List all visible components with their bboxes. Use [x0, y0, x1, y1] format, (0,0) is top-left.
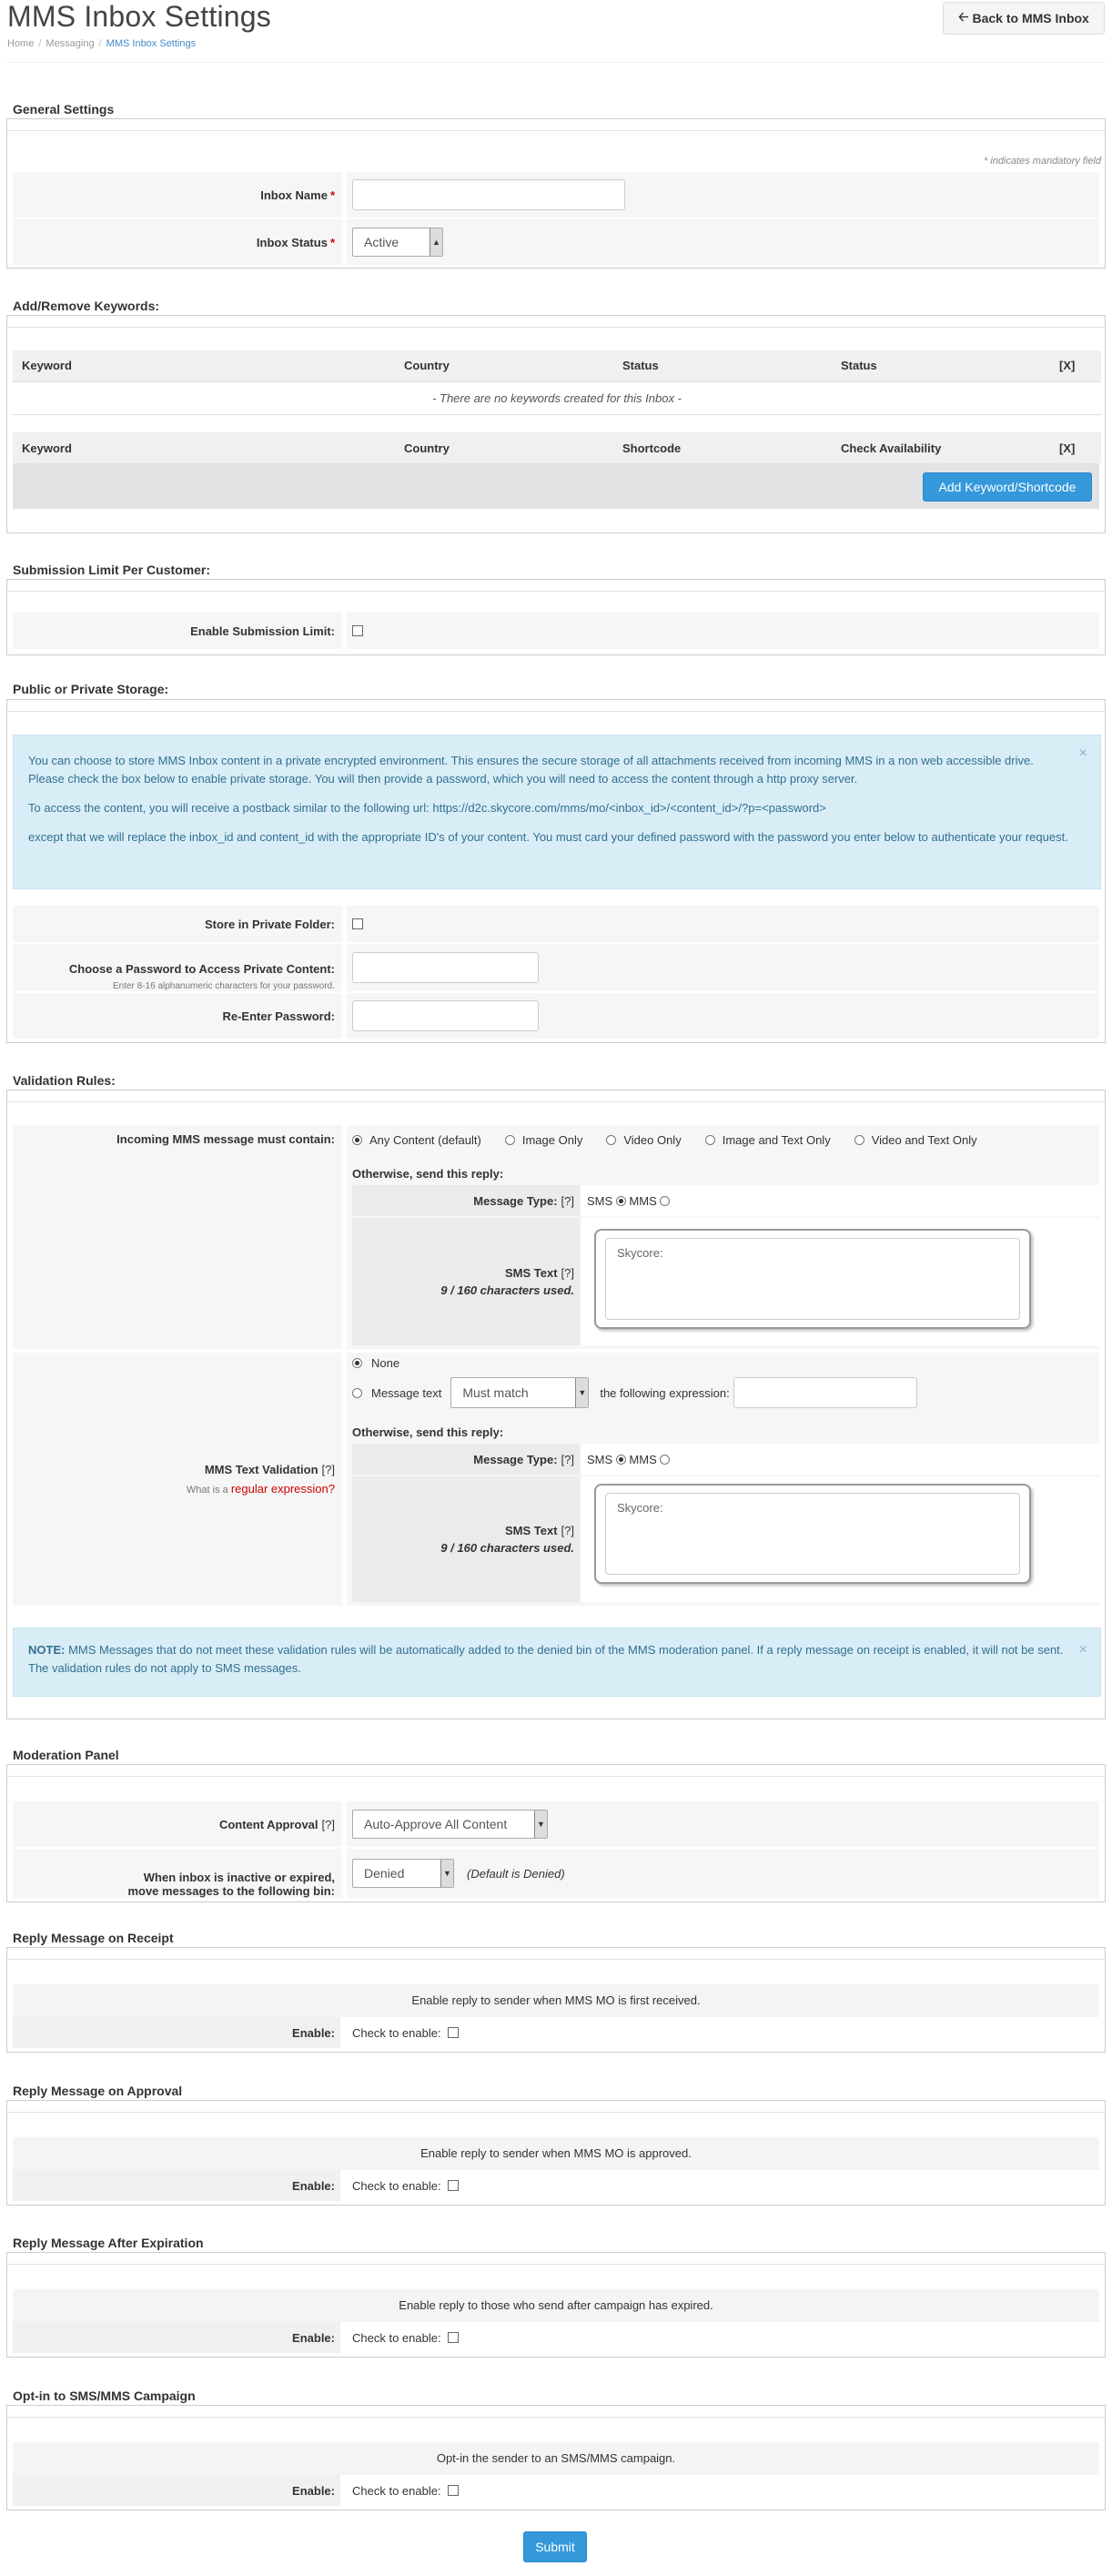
reply-receipt-checkbox[interactable]	[448, 2027, 459, 2038]
optin-enable-row: Enable: Check to enable:	[13, 2475, 1099, 2506]
back-to-inbox-button[interactable]	[943, 2, 1105, 35]
col-check-availability: Check Availability	[832, 432, 1050, 463]
sms-text-container-2	[581, 1476, 1099, 1602]
page-title: MMS Inbox Settings	[7, 0, 271, 33]
inactive-bin-select[interactable]: Denied ▼	[352, 1859, 454, 1888]
storage-info-p1: You can choose to store MMS Inbox content in a private encrypted environment. This ensures the secure storage of all attachments received from incoming MMS in a non web accessible drive. Please check the box below to enable private storage. You will then provide a password, which you will need to access the content through a http proxy server.	[28, 754, 1034, 786]
arrow-left-icon: 🡠	[958, 9, 969, 24]
storage-title: Public or Private Storage:	[13, 682, 169, 696]
must-contain-label: Incoming MMS message must contain:	[116, 1132, 335, 1146]
chevron-down-icon: ▼	[575, 1378, 588, 1407]
col-country-new: Country	[395, 432, 613, 463]
keywords-empty-message: - There are no keywords created for this Inbox -	[13, 381, 1101, 414]
reply-approval-enable-label: Enable:	[13, 2170, 340, 2201]
reenter-password-input[interactable]	[352, 1000, 539, 1031]
content-options: Any Content (default) Image Only Video Only Image and Text Only Video and Text Only	[352, 1131, 1099, 1149]
password-hint: Enter 8-16 alphanumeric characters for your password.	[112, 981, 335, 991]
optin-description: Opt-in the sender to an SMS/MMS campaign.	[13, 2442, 1099, 2475]
inactive-label-2: move messages to the following bin:	[127, 1884, 335, 1898]
enable-submission-row	[13, 613, 1099, 649]
message-type-label-2: Message Type: [?]	[352, 1444, 580, 1475]
private-folder-row	[13, 906, 1099, 942]
moderation-title: Moderation Panel	[13, 1748, 119, 1762]
reply-receipt-enable-row: Enable: Check to enable:	[13, 2017, 1099, 2048]
private-folder-label: Store in Private Folder:	[204, 917, 335, 931]
col-country: Country	[395, 350, 613, 381]
inbox-name-label: Inbox Name	[260, 188, 328, 202]
col-remove: [X]	[1050, 350, 1101, 381]
sms-text-label-block-2: SMS Text [?] 9 / 160 characters used.	[352, 1476, 580, 1602]
content-rule-row	[13, 1125, 1099, 1349]
radio-mms-2[interactable]	[660, 1455, 670, 1465]
text-validation-row: MMS Text Validation [?] What is a regular expression? None Message text Must match ▼ the following expression: Otherwise, send this reply: Message Type: [?] SMS MMS SMS Text [?] 9 / 160 characters used. Skycore:	[13, 1353, 1099, 1606]
keywords-table	[13, 350, 1101, 415]
storage-info-p3: except that we will replace the inbox_id and content_id with the appropriate ID's of your content. You must card your defined password with the password you enter below to authenticate your request.	[28, 830, 1068, 844]
radio-video-text[interactable]	[854, 1135, 864, 1145]
close-icon[interactable]: ×	[1078, 745, 1087, 761]
new-keyword-table	[13, 432, 1101, 463]
password-label: Choose a Password to Access Private Content:	[68, 962, 335, 976]
chevron-down-icon: ▼	[440, 1860, 453, 1887]
message-type-options: SMS MMS	[581, 1185, 1099, 1216]
moderation-section	[6, 1764, 1106, 1902]
expression-input[interactable]	[733, 1377, 917, 1408]
reply-approval-description: Enable reply to sender when MMS MO is approved.	[13, 2137, 1099, 2170]
inbox-status-label: Inbox Status	[256, 235, 328, 249]
breadcrumb-messaging[interactable]: Messaging	[45, 38, 95, 49]
inbox-name-row: Inbox Name *	[13, 172, 1099, 218]
col-status-2: Status	[832, 350, 1050, 381]
otherwise-label: Otherwise, send this reply:	[352, 1167, 504, 1181]
optin-checkbox[interactable]	[448, 2485, 459, 2496]
storage-info-alert	[13, 735, 1101, 889]
inbox-status-row: Inbox Status * Active ▲	[13, 219, 1099, 265]
message-type-options-2: SMS MMS	[581, 1444, 1099, 1475]
radio-sms[interactable]	[616, 1196, 626, 1206]
breadcrumb: Home / Messaging / MMS Inbox Settings	[7, 38, 197, 49]
content-approval-row: Content Approval [?] Auto-Approve All Content ▼	[13, 1801, 1099, 1847]
reply-receipt-section	[6, 1947, 1106, 2053]
radio-message-text[interactable]	[352, 1388, 362, 1398]
validation-note-alert: × NOTE: MMS Messages that do not meet these validation rules will be automatically added to the denied bin of the MMS moderation panel. If a reply message on receipt is enabled, it will not be sent. The validation rules do not apply to SMS messages.	[13, 1628, 1101, 1697]
chevron-down-icon: ▼	[534, 1810, 547, 1838]
otherwise-label-2: Otherwise, send this reply:	[352, 1425, 504, 1439]
mandatory-note: * indicates mandatory field	[983, 156, 1101, 167]
col-shortcode: Shortcode	[613, 432, 832, 463]
add-keyword-button[interactable]: Add Keyword/Shortcode	[923, 472, 1092, 502]
reply-expiration-enable-label: Enable:	[13, 2322, 340, 2353]
sms-text-input[interactable]: Skycore:	[605, 1238, 1020, 1320]
reply-expiration-title: Reply Message After Expiration	[13, 2236, 204, 2250]
radio-any-content[interactable]	[352, 1135, 362, 1145]
general-settings-title: General Settings	[13, 102, 115, 117]
radio-image-only[interactable]	[505, 1135, 515, 1145]
inactive-label-1: When inbox is inactive or expired,	[143, 1871, 335, 1884]
content-approval-label: Content Approval	[218, 1817, 318, 1831]
col-status: Status	[613, 350, 832, 381]
storage-section	[6, 699, 1106, 1043]
radio-none[interactable]	[352, 1358, 362, 1368]
submission-limit-section	[6, 579, 1106, 655]
chevron-down-icon: ▲	[430, 228, 442, 256]
col-remove-new: [X]	[1050, 432, 1101, 463]
enable-submission-label: Enable Submission Limit:	[190, 624, 335, 638]
submit-button[interactable]: Submit	[523, 2531, 587, 2562]
validation-note-text: MMS Messages that do not meet these validation rules will be automatically added to the denied bin of the MMS moderation panel. If a reply message on receipt is enabled, it will not be sent. The validation rules do not apply to SMS messages.	[28, 1643, 1064, 1675]
optin-section	[6, 2405, 1106, 2510]
radio-image-text[interactable]	[705, 1135, 715, 1145]
inbox-name-input[interactable]	[352, 179, 625, 210]
reply-approval-title: Reply Message on Approval	[13, 2084, 183, 2098]
reenter-password-label: Re-Enter Password:	[222, 1009, 335, 1023]
keywords-title: Add/Remove Keywords:	[13, 299, 160, 313]
inactive-bin-row	[13, 1849, 1099, 1898]
reply-approval-enable-row: Enable: Check to enable:	[13, 2170, 1099, 2201]
breadcrumb-home[interactable]: Home	[7, 38, 35, 49]
password-row	[13, 944, 1099, 991]
text-validation-label: MMS Text Validation	[204, 1463, 318, 1476]
enable-submission-checkbox[interactable]	[352, 625, 363, 636]
header-divider	[7, 62, 1105, 63]
col-keyword-new: Keyword	[13, 432, 395, 463]
default-bin-note: (Default is Denied)	[467, 1866, 565, 1881]
reply-expiration-section	[6, 2252, 1106, 2358]
submission-limit-title: Submission Limit Per Customer:	[13, 563, 211, 577]
inbox-status-select[interactable]: Active ▲	[352, 228, 443, 257]
optin-title: Opt-in to SMS/MMS Campaign	[13, 2388, 196, 2403]
radio-video-only[interactable]	[606, 1135, 616, 1145]
storage-info-p2: To access the content, you will receive a postback similar to the following url: https://d2c.skycore.com/mms/mo/<inbox_id>/<content_id>/?p=<password>	[28, 801, 826, 815]
reply-approval-section	[6, 2100, 1106, 2206]
match-select[interactable]: Must match ▼	[450, 1377, 589, 1408]
reply-receipt-enable-label: Enable:	[13, 2017, 340, 2048]
add-keyword-bar	[13, 463, 1099, 509]
reply-expiration-checkbox[interactable]	[448, 2332, 459, 2343]
sms-text-container	[581, 1218, 1099, 1345]
validation-title: Validation Rules:	[13, 1073, 116, 1088]
radio-sms-2[interactable]	[616, 1455, 626, 1465]
general-settings-section	[6, 118, 1106, 269]
keywords-section	[6, 315, 1106, 533]
reply-receipt-title: Reply Message on Receipt	[13, 1931, 174, 1945]
reply-expiration-enable-row: Enable: Check to enable:	[13, 2322, 1099, 2353]
message-type-label: Message Type: [?]	[352, 1185, 580, 1216]
sms-text-label-block: SMS Text [?] 9 / 160 characters used.	[352, 1218, 580, 1345]
close-icon[interactable]: ×	[1078, 1642, 1087, 1658]
reply-approval-checkbox[interactable]	[448, 2180, 459, 2191]
optin-enable-label: Enable:	[13, 2475, 340, 2506]
content-approval-select[interactable]: Auto-Approve All Content ▼	[352, 1810, 548, 1839]
regex-link[interactable]: regular expression?	[230, 1482, 335, 1496]
col-keyword: Keyword	[13, 350, 395, 381]
private-folder-checkbox[interactable]	[352, 918, 363, 929]
sms-text-input-2[interactable]: Skycore:	[605, 1493, 1020, 1575]
radio-mms[interactable]	[660, 1196, 670, 1206]
breadcrumb-current: MMS Inbox Settings	[106, 38, 197, 49]
reply-receipt-description: Enable reply to sender when MMS MO is first received.	[13, 1984, 1099, 2017]
validation-section	[6, 1090, 1106, 1719]
password-input[interactable]	[352, 952, 539, 983]
reply-expiration-description: Enable reply to those who send after campaign has expired.	[13, 2289, 1099, 2322]
back-to-inbox-label: Back to MMS Inbox	[972, 11, 1089, 25]
reenter-password-row	[13, 993, 1099, 1039]
